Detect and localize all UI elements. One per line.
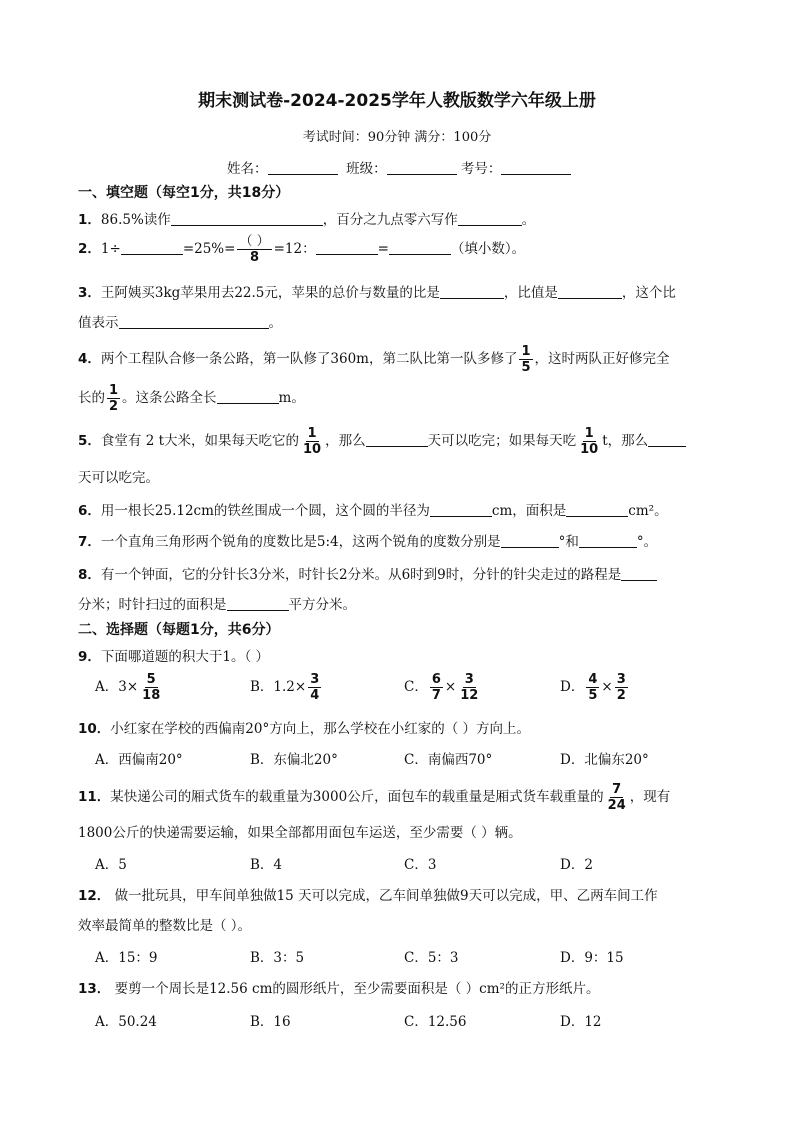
question-number: 4． (78, 351, 101, 367)
option-a[interactable]: A．西偏南20° (95, 752, 183, 768)
question-8-cont (78, 593, 356, 613)
exam-meta: 考试时间：90分钟 满分：100分 (302, 130, 492, 145)
option-b[interactable]: B．3：5 (250, 950, 305, 966)
question-number: 7． (78, 534, 101, 550)
question-text: （填小数）。 (450, 241, 526, 257)
question-text: cm²。 (628, 503, 668, 519)
answer-blank[interactable] (621, 566, 657, 581)
question-5 (78, 426, 686, 457)
question-text: 分米；时针扫过的面积是 (78, 597, 227, 613)
question-6 (78, 499, 668, 519)
fraction: $\frac{1}{10}$ (580, 426, 599, 457)
section-fill-in: 一、填空题（每空1分，共18分） (78, 185, 290, 201)
option-d[interactable]: D． $\frac{4}{5}$ × $\frac{3}{2}$ (560, 672, 626, 703)
question-number: 13． (78, 981, 111, 997)
question-10 (78, 717, 530, 737)
question-9 (78, 645, 269, 665)
class-label: 班级： (346, 161, 387, 177)
answer-blank[interactable] (579, 533, 637, 548)
question-text: 值表示 (78, 315, 119, 331)
question-text: cm，面积是 (491, 503, 567, 519)
question-number: 11． (78, 789, 111, 805)
answer-blank[interactable] (227, 596, 289, 611)
question-number: 9． (78, 649, 101, 665)
question-5-cont (78, 466, 378, 486)
fraction: $\frac{1}{5}$ (521, 344, 531, 375)
answer-blank[interactable] (119, 314, 269, 329)
answer-blank[interactable] (558, 284, 622, 299)
question-number: 1． (78, 212, 101, 228)
question-12-cont: 效率最简单的整数比是（ ）。 (78, 918, 252, 934)
answer-blank[interactable] (316, 240, 378, 255)
fraction: $\frac{1}{10}$ (303, 426, 322, 457)
question-text: 王阿姨买3kg苹果用去22.5元，苹果的总价与数量的比是 (100, 285, 440, 301)
page-title: 期末测试卷-2024-2025学年人教版数学六年级上册 (198, 91, 596, 111)
question-text: 天可以吃完。 (78, 470, 159, 486)
number-label: 考号： (460, 161, 502, 177)
question-text: 做一批玩具，甲车间单独做15 天可以完成，乙车间单独做9天可以完成，甲、乙两车间工作 (110, 888, 658, 904)
question-text: 。 (521, 212, 536, 228)
name-blank[interactable] (268, 160, 338, 175)
question-text: m。 (278, 390, 305, 406)
answer-blank[interactable] (430, 502, 492, 517)
answer-blank[interactable] (217, 389, 279, 404)
question-text: 要剪一个周长是12.56 cm的圆形纸片，至少需要面积是（ ）cm²的正方形纸片。 (110, 981, 600, 997)
option-d[interactable]: D．9：15 (560, 950, 624, 966)
question-text: 某快递公司的厢式货车的载重量为3000公斤，面包车的载重量是厢式货车载重量的 (110, 789, 604, 805)
option-c[interactable]: C．5：3 (404, 950, 459, 966)
question-text: 下面哪道题的积大于1。（ ） (100, 649, 270, 665)
question-text: ，这个比 (621, 285, 676, 301)
question-text: 86.5%读作 (100, 212, 171, 228)
answer-blank[interactable] (566, 502, 628, 517)
question-2 (78, 234, 525, 265)
answer-blank[interactable] (440, 284, 504, 299)
answer-blank[interactable] (501, 533, 559, 548)
question-text: 长的 (78, 390, 105, 406)
question-12 (78, 884, 658, 904)
question-3-cont (78, 311, 282, 331)
option-c[interactable]: C．12.56 (404, 1014, 467, 1030)
question-8 (78, 563, 657, 583)
answer-blank[interactable] (121, 240, 183, 255)
answer-blank[interactable] (366, 432, 428, 447)
question-text: 。 (268, 315, 282, 331)
question-text: °。 (636, 534, 658, 550)
question-text: 用一根长25.12cm的铁丝围成一个圆，这个圆的半径为 (100, 503, 430, 519)
question-text: 有一个钟面，它的分针长3分米，时针长2分米。从6时到9时，分针的针尖走过的路程是 (100, 567, 622, 583)
option-d[interactable]: D．2 (560, 857, 593, 873)
fraction: $\frac{( )}{8}$ (239, 234, 270, 265)
question-4-cont (78, 383, 305, 414)
question-text: ，那么 (325, 433, 366, 449)
option-d[interactable]: D．12 (560, 1014, 602, 1030)
option-b[interactable]: B．4 (250, 857, 283, 873)
question-text: ，比值是 (503, 285, 558, 301)
option-b[interactable]: B．1.2× $\frac{3}{4}$ (250, 672, 320, 703)
option-a[interactable]: A．15：9 (95, 950, 158, 966)
question-text: ，现有 (629, 789, 671, 805)
question-number: 12． (78, 888, 111, 904)
answer-blank[interactable] (171, 211, 323, 226)
question-text: 平方分米。 (288, 597, 356, 613)
question-1 (78, 208, 535, 228)
question-text: ，这时两队正好修完全 (534, 351, 670, 367)
question-3 (78, 281, 676, 301)
option-b[interactable]: B．东偏北20° (250, 752, 338, 768)
option-a[interactable]: A．5 (95, 857, 127, 873)
question-text: °和 (558, 534, 579, 550)
option-c[interactable]: C．南偏西70° (404, 752, 493, 768)
option-b[interactable]: B．16 (250, 1014, 291, 1030)
answer-blank[interactable] (648, 432, 686, 447)
question-number: 6． (78, 503, 101, 519)
option-a[interactable]: A．3× $\frac{5}{18}$ (95, 672, 161, 703)
question-text: 一个直角三角形两个锐角的度数比是5:4，这两个锐角的度数分别是 (100, 534, 501, 550)
option-d[interactable]: D．北偏东20° (560, 752, 649, 768)
question-number: 5． (78, 433, 101, 449)
question-text: ，百分之九点零六写作 (322, 212, 458, 228)
question-text: =12： (273, 241, 316, 257)
question-number: 8． (78, 567, 101, 583)
question-4 (78, 344, 670, 375)
question-text: 两个工程队合修一条公路，第一队修了360m，第二队比第一队多修了 (100, 351, 518, 367)
question-text: =25%= (182, 241, 236, 257)
question-text: 天可以吃完；如果每天吃 (427, 433, 577, 449)
question-text: 1÷ (100, 241, 121, 257)
question-13 (78, 977, 599, 997)
section-multiple-choice: 二、选择题（每题1分，共6分） (78, 622, 280, 638)
question-11-cont: 1800公斤的快递需要运输，如果全部都用面包车运送，至少需要（ ）辆。 (78, 825, 522, 841)
option-a[interactable]: A．50.24 (95, 1014, 157, 1030)
number-blank[interactable] (501, 160, 571, 175)
fraction: $\frac{7}{24}$ (607, 782, 626, 813)
question-7 (78, 530, 657, 550)
question-number: 3． (78, 285, 101, 301)
question-11 (78, 782, 670, 813)
question-number: 10． (78, 721, 111, 737)
question-text: 小红家在学校的西偏南20°方向上，那么学校在小红家的（ ）方向上。 (110, 721, 531, 737)
question-text: t，那么 (602, 433, 649, 449)
fraction: $\frac{1}{2}$ (109, 383, 119, 414)
student-info (227, 157, 571, 177)
question-text: 食堂有 2 t大米，如果每天吃它的 (100, 433, 300, 449)
option-c[interactable]: C． $\frac{6}{7}$ × $\frac{3}{12}$ (404, 672, 479, 703)
answer-blank[interactable] (458, 211, 522, 226)
question-text: 。这条公路全长 (122, 390, 217, 406)
class-blank[interactable] (387, 160, 457, 175)
name-label: 姓名： (227, 161, 268, 177)
answer-blank[interactable] (389, 240, 451, 255)
option-c[interactable]: C．3 (404, 857, 437, 873)
question-text: = (377, 241, 389, 257)
question-number: 2． (78, 241, 101, 257)
